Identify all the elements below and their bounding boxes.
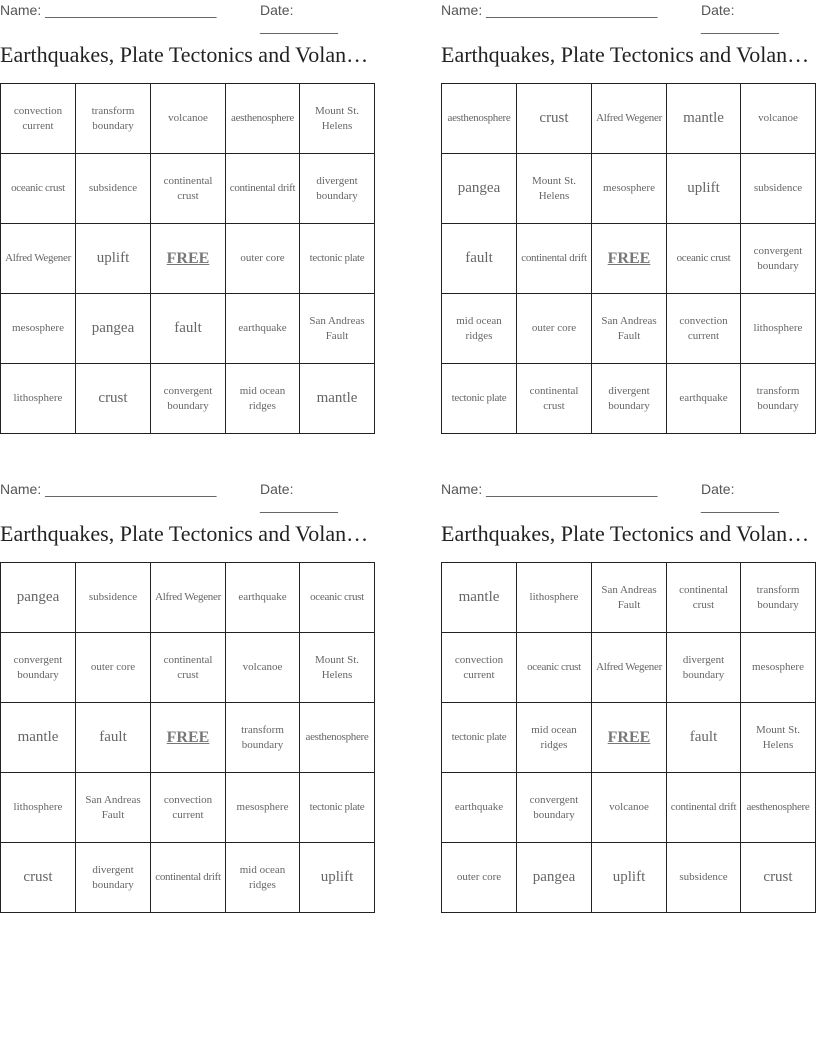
bingo-cell: tectonic plate <box>300 224 375 294</box>
bingo-grid <box>0 562 375 913</box>
bingo-cell: mesosphere <box>741 633 816 703</box>
bingo-cell: San Andreas Fault <box>592 563 667 633</box>
bingo-cell: transform boundary <box>226 703 300 773</box>
bingo-cell: aesthenosphere <box>741 773 816 843</box>
bingo-cell: divergent boundary <box>300 154 375 224</box>
bingo-cell: transform boundary <box>76 84 151 154</box>
bingo-cell: Mount St. Helens <box>300 633 375 703</box>
bingo-cell: continental drift <box>517 224 592 294</box>
bingo-cell: crust <box>517 84 592 154</box>
bingo-cell: outer core <box>442 843 517 913</box>
bingo-cell: Mount St. Helens <box>741 703 816 773</box>
bingo-cell: pangea <box>517 843 592 913</box>
bingo-cell: mantle <box>442 563 517 633</box>
bingo-grid <box>441 562 816 913</box>
free-space: FREE <box>151 703 226 773</box>
bingo-cell: outer core <box>517 294 592 364</box>
bingo-cell: convection current <box>442 633 517 703</box>
name-field: Name: ______________________ <box>441 481 658 497</box>
name-date-row <box>441 0 816 34</box>
bingo-cell: convergent boundary <box>151 364 226 434</box>
bingo-cell: crust <box>1 843 76 913</box>
bingo-cell: mid ocean ridges <box>517 703 592 773</box>
bingo-cell: pangea <box>442 154 517 224</box>
bingo-cell: earthquake <box>226 294 300 364</box>
name-date-row <box>0 479 375 513</box>
bingo-cell: aesthenosphere <box>226 84 300 154</box>
bingo-cell: mid ocean ridges <box>226 843 300 913</box>
bingo-cell: Alfred Wegener <box>1 224 76 294</box>
bingo-cell: convection current <box>667 294 741 364</box>
name-field: Name: ______________________ <box>0 2 217 18</box>
bingo-cell: mid ocean ridges <box>226 364 300 434</box>
date-field: Date: __________ <box>260 2 338 34</box>
bingo-cell: earthquake <box>226 563 300 633</box>
bingo-cell: convection current <box>1 84 76 154</box>
bingo-cell: earthquake <box>442 773 517 843</box>
date-field: Date: __________ <box>701 2 779 34</box>
bingo-cell: lithosphere <box>1 364 76 434</box>
bingo-cell: fault <box>442 224 517 294</box>
bingo-cell: outer core <box>76 633 151 703</box>
bingo-grid <box>0 83 375 434</box>
bingo-cell: mid ocean ridges <box>442 294 517 364</box>
bingo-cell: lithosphere <box>741 294 816 364</box>
bingo-cell: tectonic plate <box>442 703 517 773</box>
bingo-cell: Alfred Wegener <box>151 563 226 633</box>
bingo-cell: volcanoe <box>741 84 816 154</box>
bingo-cell: oceanic crust <box>300 563 375 633</box>
bingo-cell: convergent boundary <box>1 633 76 703</box>
bingo-cell: aesthenosphere <box>300 703 375 773</box>
bingo-cell: volcanoe <box>151 84 226 154</box>
bingo-card <box>0 0 375 412</box>
bingo-cell: uplift <box>300 843 375 913</box>
bingo-cell: transform boundary <box>741 563 816 633</box>
bingo-cell: subsidence <box>76 563 151 633</box>
bingo-cell: convergent boundary <box>517 773 592 843</box>
bingo-cell: continental crust <box>667 563 741 633</box>
bingo-cell: Alfred Wegener <box>592 84 667 154</box>
bingo-cell: pangea <box>76 294 151 364</box>
free-space: FREE <box>592 703 667 773</box>
bingo-cell: divergent boundary <box>76 843 151 913</box>
name-date-row <box>441 479 816 513</box>
bingo-cell: divergent boundary <box>592 364 667 434</box>
bingo-cell: mantle <box>300 364 375 434</box>
bingo-cell: divergent boundary <box>667 633 741 703</box>
bingo-cell: volcanoe <box>226 633 300 703</box>
bingo-cell: pangea <box>1 563 76 633</box>
bingo-cell: uplift <box>667 154 741 224</box>
bingo-cell: uplift <box>76 224 151 294</box>
bingo-cell: continental drift <box>226 154 300 224</box>
date-field: Date: __________ <box>260 481 338 513</box>
bingo-cell: outer core <box>226 224 300 294</box>
bingo-cell: convergent boundary <box>741 224 816 294</box>
bingo-cell: oceanic crust <box>1 154 76 224</box>
bingo-cell: uplift <box>592 843 667 913</box>
bingo-cell: mesosphere <box>1 294 76 364</box>
bingo-cell: San Andreas Fault <box>76 773 151 843</box>
bingo-cell: fault <box>76 703 151 773</box>
bingo-cell: mantle <box>667 84 741 154</box>
card-title: Earthquakes, Plate Tectonics and Volan… <box>0 42 369 67</box>
bingo-cell: continental drift <box>667 773 741 843</box>
bingo-cell: subsidence <box>76 154 151 224</box>
name-field: Name: ______________________ <box>441 2 658 18</box>
free-space: FREE <box>151 224 226 294</box>
bingo-cell: continental crust <box>151 154 226 224</box>
free-space: FREE <box>592 224 667 294</box>
bingo-cell: mesosphere <box>226 773 300 843</box>
bingo-cell: continental crust <box>517 364 592 434</box>
bingo-cell: Alfred Wegener <box>592 633 667 703</box>
name-date-row <box>0 0 375 34</box>
bingo-cell: tectonic plate <box>300 773 375 843</box>
bingo-cell: Mount St. Helens <box>300 84 375 154</box>
bingo-cell: oceanic crust <box>667 224 741 294</box>
card-title: Earthquakes, Plate Tectonics and Volan… <box>441 521 810 546</box>
bingo-cell: aesthenosphere <box>442 84 517 154</box>
bingo-grid <box>441 83 816 434</box>
bingo-cell: Mount St. Helens <box>517 154 592 224</box>
card-title: Earthquakes, Plate Tectonics and Volan… <box>0 521 369 546</box>
bingo-cell: earthquake <box>667 364 741 434</box>
bingo-cell: mesosphere <box>592 154 667 224</box>
bingo-cell: crust <box>741 843 816 913</box>
bingo-cell: continental drift <box>151 843 226 913</box>
bingo-cell: lithosphere <box>1 773 76 843</box>
bingo-cell: lithosphere <box>517 563 592 633</box>
bingo-cell: San Andreas Fault <box>300 294 375 364</box>
bingo-cell: crust <box>76 364 151 434</box>
bingo-cell: fault <box>151 294 226 364</box>
card-title: Earthquakes, Plate Tectonics and Volan… <box>441 42 810 67</box>
bingo-card <box>441 479 816 885</box>
bingo-cell: fault <box>667 703 741 773</box>
bingo-cell: subsidence <box>667 843 741 913</box>
bingo-cell: oceanic crust <box>517 633 592 703</box>
bingo-card <box>0 479 375 891</box>
bingo-cell: San Andreas Fault <box>592 294 667 364</box>
name-field: Name: ______________________ <box>0 481 217 497</box>
bingo-cell: subsidence <box>741 154 816 224</box>
bingo-cell: convection current <box>151 773 226 843</box>
bingo-cell: mantle <box>1 703 76 773</box>
bingo-card <box>441 0 816 412</box>
bingo-cell: tectonic plate <box>442 364 517 434</box>
bingo-cell: volcanoe <box>592 773 667 843</box>
date-field: Date: __________ <box>701 481 779 513</box>
bingo-cell: transform boundary <box>741 364 816 434</box>
bingo-cell: continental crust <box>151 633 226 703</box>
